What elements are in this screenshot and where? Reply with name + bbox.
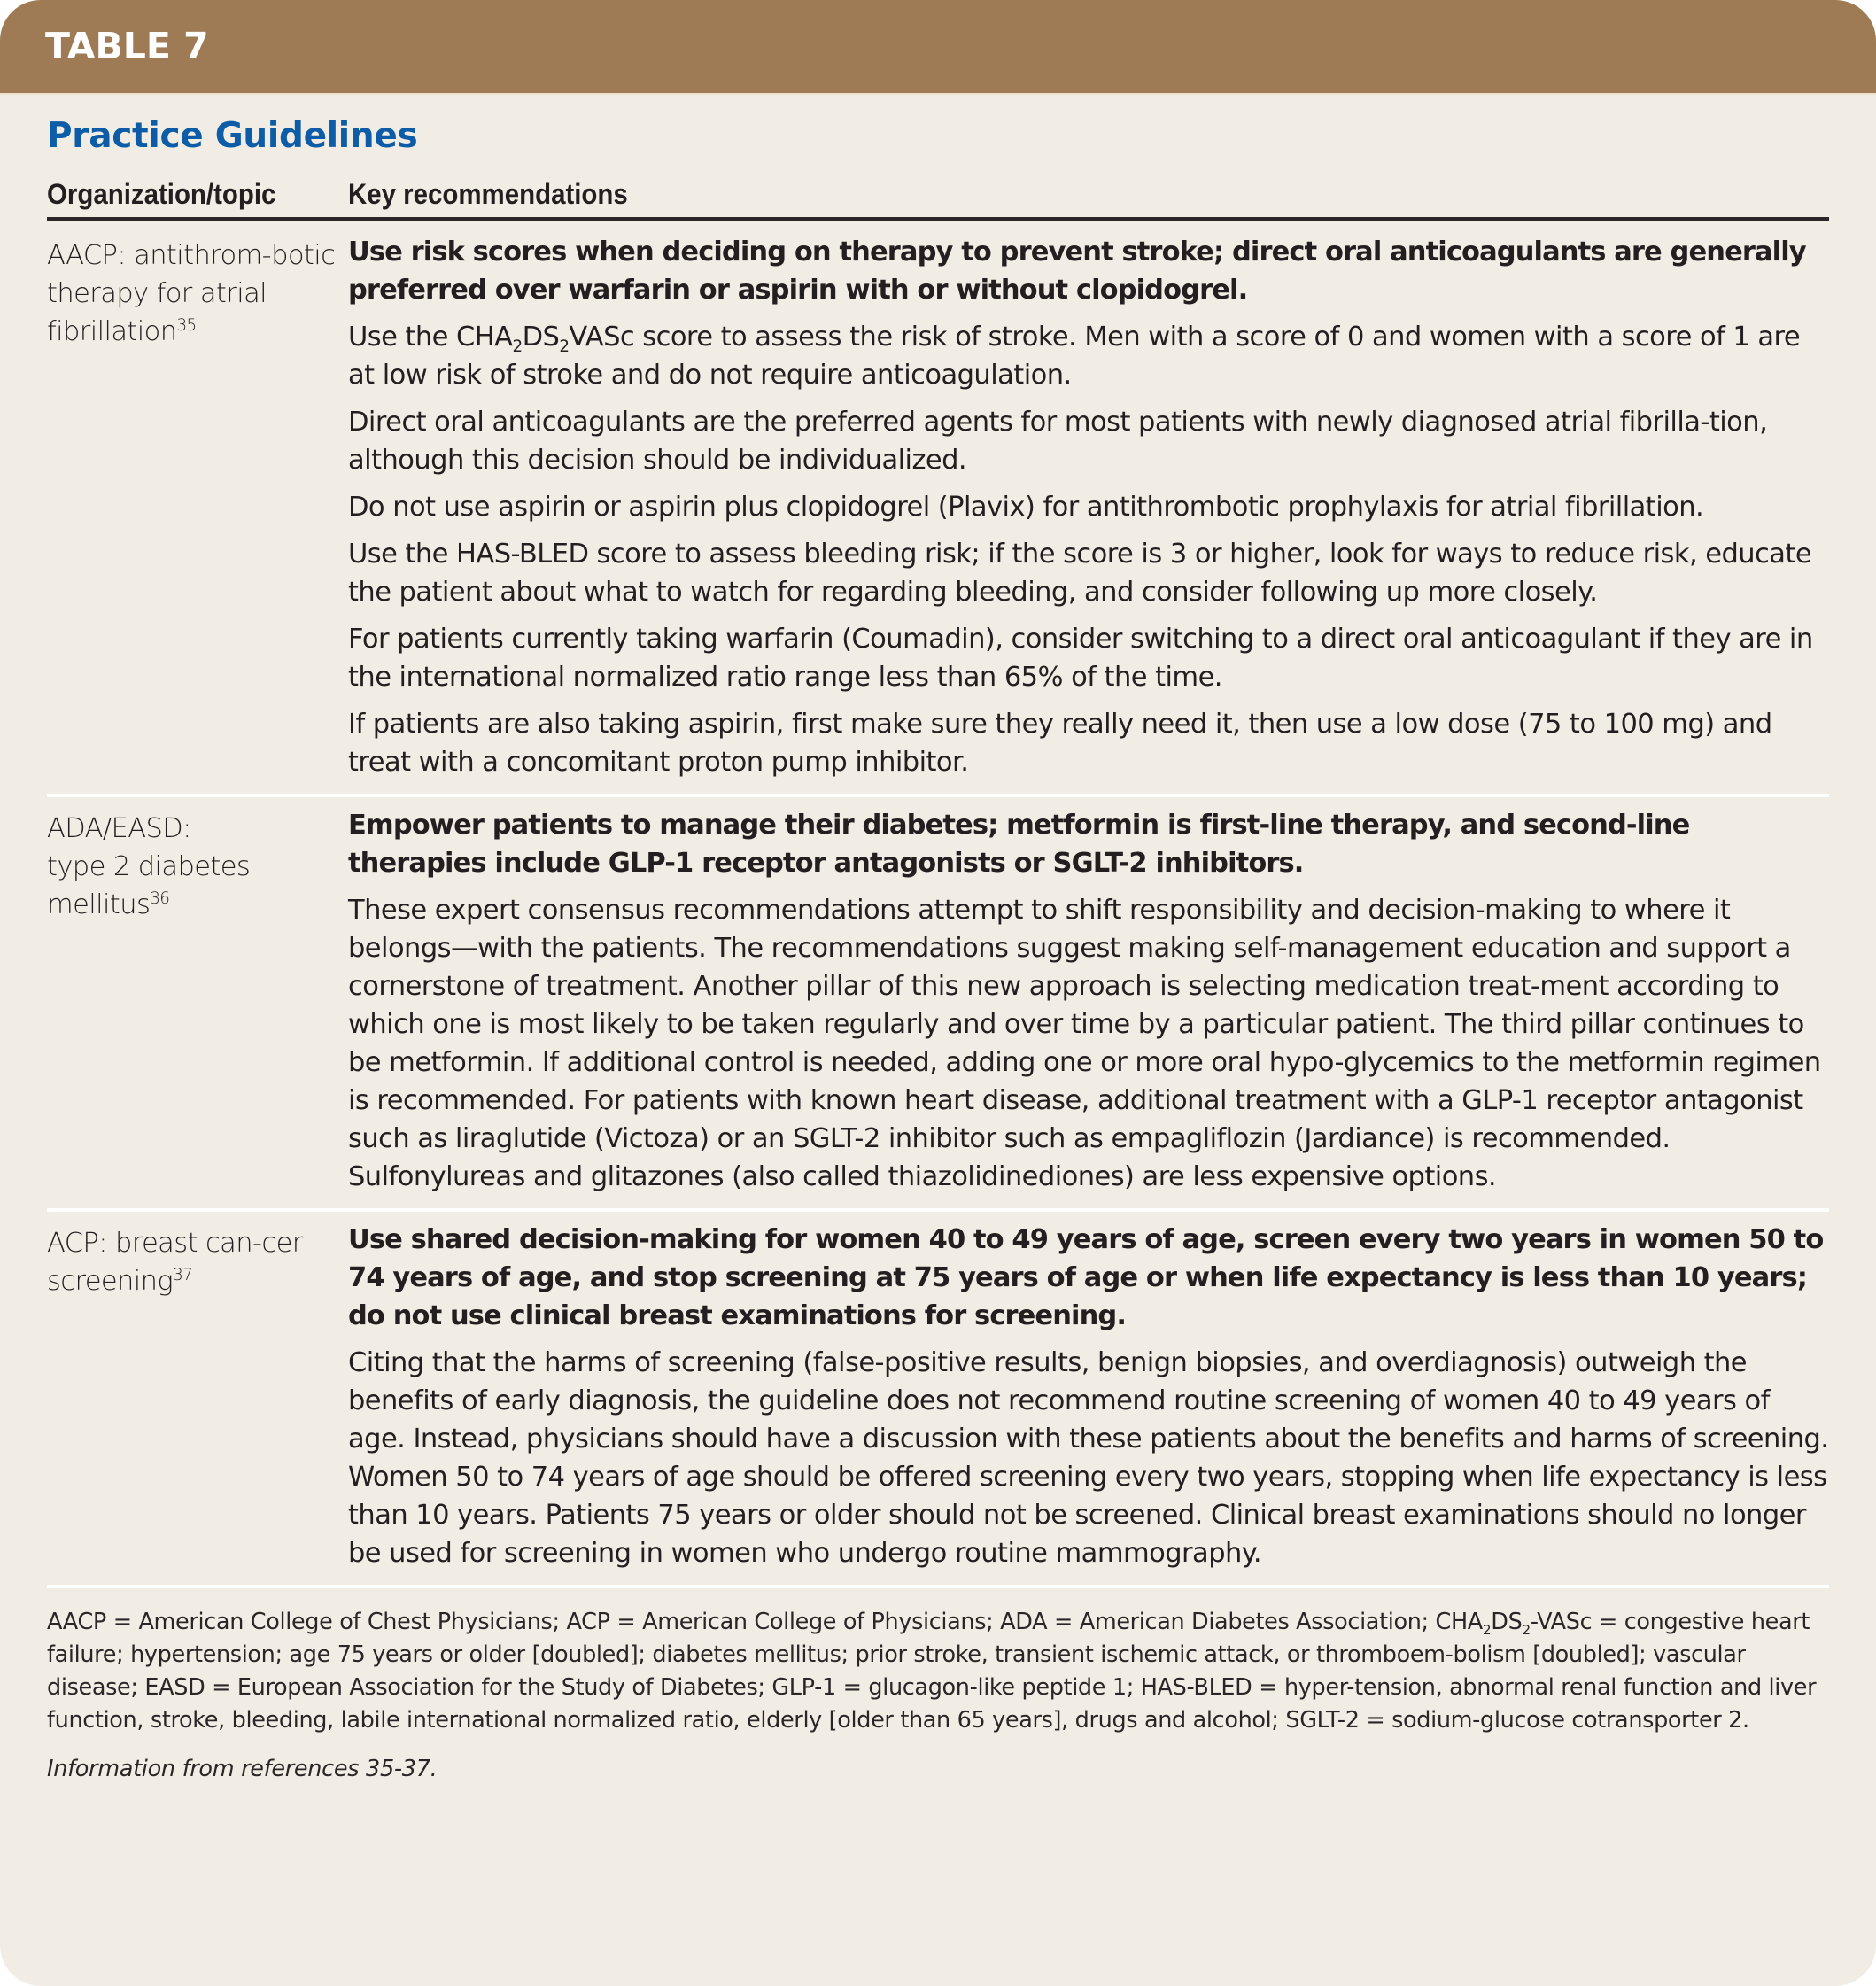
recommendations (348, 806, 1829, 1196)
organization-text: ACP: breast can-cer screening (47, 1228, 303, 1297)
column-header-recommendations: Key recommendations (348, 178, 628, 210)
recommendation-summary: Empower patients to manage their diabetes; metformin is first-line therapy, and second-line therapies include GLP-1 receptor antagonists or SGLT-2 inhibitors. (348, 810, 1690, 879)
recommendations (348, 233, 1829, 781)
reference-superscript: 37 (173, 1265, 193, 1284)
recommendation-detail: Use the HAS-BLED score to assess bleeding risk; if the score is 3 or higher, look for ways to reduce risk, educate the patient about what to watch for regarding bleeding, and consider following up more closely. (348, 539, 1812, 608)
column-headers (47, 167, 1829, 221)
recommendation-detail: Use the $CHA_2DS_2VASc$ score to assess the risk of stroke. Men with a score of 0 and women with a score of 1 are at low risk of stroke and do not require anticoagulation. (348, 322, 1801, 391)
table-row-ada-easd (47, 797, 1829, 1212)
organization-text: type 2 diabetes (47, 851, 251, 882)
column-header-organization: Organization/topic (47, 178, 276, 210)
organization-topic (47, 233, 348, 781)
organization-topic (47, 1221, 348, 1572)
table-row-acp (47, 1212, 1829, 1588)
table-title: Practice Guidelines (47, 116, 418, 156)
organization-topic (47, 806, 348, 1196)
table-row-aacp (47, 221, 1829, 797)
table-header-bar (0, 0, 1876, 95)
recommendation-summary: Use risk scores when deciding on therapy to prevent stroke; direct oral anticoagulants are generally preferred over warfarin or aspirin with or without clopidogrel. (348, 237, 1806, 306)
organization-text: ADA/EASD: (47, 813, 191, 844)
recommendation-detail: For patients currently taking warfarin (Coumadin), consider switching to a direct oral anticoagulant if they are in the international normalized ratio range less than 65% of the time. (348, 624, 1813, 693)
recommendation-detail: These expert consensus recommendations attempt to shift responsibility and decision-making to where it belongs—with the patients. The recommendations suggest making self-management education and support a cornerstone of treatment. Another pillar of this new approach is selecting medication treat-ment according to which one is most likely to be taken regularly and over time by a particular patient. The third pillar continues to be metformin. If additional control is needed, adding one or more oral hypo-glycemics to the metformin regimen is recommended. For patients with known heart disease, additional treatment with a GLP-1 receptor antagonist such as liraglutide (Victoza) or an SGLT-2 inhibitor such as empagliflozin (Jardiance) is recommended. Sulfonylureas and glitazones (also called thiazolidinediones) are less expensive options. (348, 895, 1821, 1192)
recommendation-detail: If patients are also taking aspirin, first make sure they really need it, then use a low dose (75 to 100 mg) and treat with a concomitant proton pump inhibitor. (348, 709, 1772, 778)
table-content (47, 95, 1829, 1786)
recommendation-detail: Direct oral anticoagulants are the preferred agents for most patients with newly diagnosed atrial fibrilla-tion, although this decision should be individualized. (348, 407, 1768, 476)
organization-text: mellitus$^{36}$ (47, 888, 170, 920)
reference-superscript: 36 (150, 888, 170, 908)
recommendations (348, 1221, 1829, 1572)
abbreviations-footnote: AACP = American College of Chest Physicians; ACP = American College of Physicians; ADA = American Diabetes Association; $CHA_2DS_2$-VASc = congestive heart failure; hypertension; age 75 years or older [doubled]; diabetes mellitus; prior stroke, transient ischemic attack, or thromboem-bolism [doubled]; vascular disease; EASD = European Association for the Study of Diabetes; GLP-1 = glucagon-like peptide 1; HAS-BLED = hyper-tension, abnormal renal function and liver function, stroke, bleeding, labile international normalized ratio, elderly [older than 65 years], drugs and alcohol; SGLT-2 = sodium-glucose cotransporter 2. (47, 1609, 1817, 1734)
recommendation-detail: Do not use aspirin or aspirin plus clopidogrel (Plavix) for antithrombotic prophylaxis for atrial fibrillation. (348, 492, 1704, 523)
reference-superscript: 35 (176, 315, 197, 335)
organization-text: AACP: antithrom-botic therapy for atrial fibrillation (47, 240, 336, 347)
source-note: Information from references 35-37. (47, 1756, 438, 1782)
recommendation-summary: Use shared decision-making for women 40 to 49 years of age, screen every two years in women 50 to 74 years of age, and stop screening at 75 years of age or when life expectancy is less than 10 years; do not use clinical breast examinations for screening. (348, 1224, 1824, 1331)
recommendation-detail: Citing that the harms of screening (false-positive results, benign biopsies, and overdiagnosis) outweigh the benefits of early diagnosis, the guideline does not recommend routine screening of women 40 to 49 years of age. Instead, physicians should have a discussion with these patients about the benefits and harms of screening. Women 50 to 74 years of age should be offered screening every two years, stopping when life expectancy is less than 10 years. Patients 75 years or older should not be screened. Clinical breast examinations should no longer be used for screening in women who undergo routine mammography. (348, 1347, 1829, 1569)
table-label: TABLE 7 (45, 25, 209, 67)
